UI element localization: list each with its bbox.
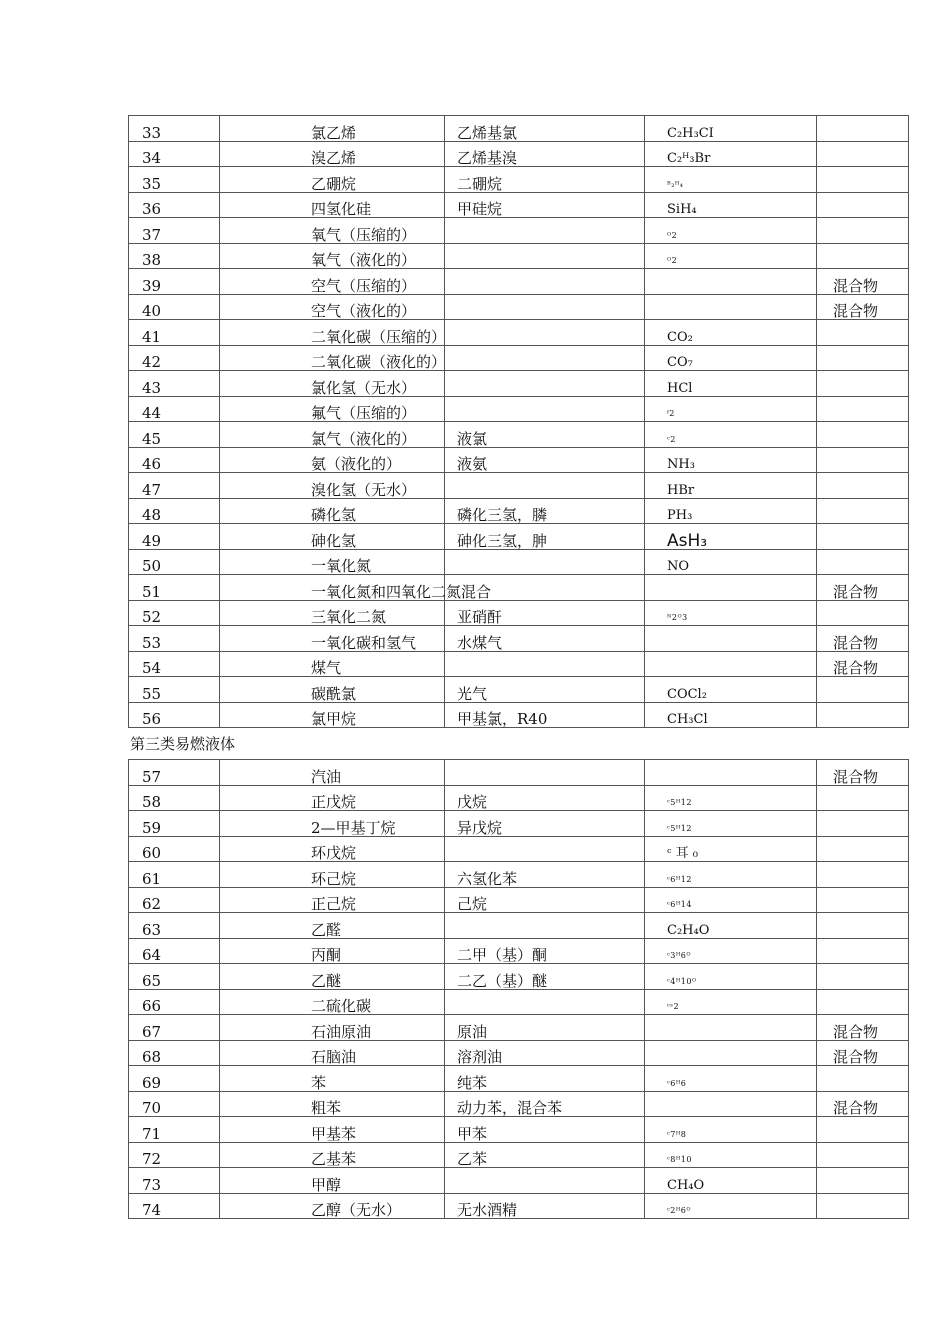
row-number: 72 [129,1142,220,1168]
table-row [129,218,909,244]
chemical-alias: 亚硝酐 [445,600,645,626]
chemical-formula: C₂ᴴ₃Br [645,141,817,167]
row-number: 65 [129,964,220,990]
table-row [129,989,909,1015]
chemical-formula: ᶜ6ᴴ6 [645,1066,817,1092]
chemical-formula: PH₃ [645,498,817,524]
remark: 混合物 [817,760,909,786]
chemical-name: 氧气（压缩的） [220,218,445,244]
chemical-name: 砷化氢 [220,524,445,550]
chemical-alias [445,760,645,786]
row-number: 33 [129,116,220,142]
row-number: 38 [129,243,220,269]
chemical-formula [645,626,817,652]
row-number: 52 [129,600,220,626]
gas-table [128,115,909,728]
table-row [129,447,909,473]
chemical-name: 溴化氢（无水） [220,473,445,499]
chemical-name: 碳酰氯 [220,677,445,703]
chemical-alias: 光气 [445,677,645,703]
table-row [129,320,909,346]
row-number: 43 [129,371,220,397]
chemical-alias: 乙烯基溴 [445,141,645,167]
chemical-name: 苯 [220,1066,445,1092]
remark [817,677,909,703]
remark [817,1142,909,1168]
chemical-formula: ᶜ5ᴴ12 [645,785,817,811]
table-row [129,524,909,550]
remark [817,785,909,811]
remark [817,422,909,448]
remark: 混合物 [817,294,909,320]
chemical-alias [445,549,645,575]
chemical-name: 乙基苯 [220,1142,445,1168]
chemical-formula [645,1040,817,1066]
remark [817,116,909,142]
remark [817,345,909,371]
table-row [129,1193,909,1219]
table-row [129,702,909,728]
row-number: 69 [129,1066,220,1092]
remark [817,600,909,626]
chemical-alias [445,294,645,320]
row-number: 46 [129,447,220,473]
chemical-name: 空气（液化的） [220,294,445,320]
remark [817,473,909,499]
row-number: 62 [129,887,220,913]
chemical-name: 石脑油 [220,1040,445,1066]
table-row [129,294,909,320]
remark [817,1193,909,1219]
chemical-name: 丙酮 [220,938,445,964]
table-row [129,1142,909,1168]
row-number: 47 [129,473,220,499]
remark [817,192,909,218]
table-row [129,473,909,499]
row-number: 74 [129,1193,220,1219]
remark [817,218,909,244]
chemical-name: 2—甲基丁烷 [220,811,445,837]
remark [817,938,909,964]
remark: 混合物 [817,1015,909,1041]
remark [817,1168,909,1194]
row-number: 57 [129,760,220,786]
table-row [129,141,909,167]
chemical-formula: ᶜ4ᴴ10ᴼ [645,964,817,990]
chemical-alias: 动力苯，混合苯 [445,1091,645,1117]
chemical-formula: ᶜ6ᴴ12 [645,862,817,888]
chemical-name: 氧气（液化的） [220,243,445,269]
chemical-alias: 原油 [445,1015,645,1041]
chemical-formula: HBr [645,473,817,499]
chemical-name: 氯气（液化的） [220,422,445,448]
row-number: 55 [129,677,220,703]
chemical-name: 环己烷 [220,862,445,888]
remark [817,887,909,913]
table-row [129,371,909,397]
table-row [129,575,909,601]
chemical-formula: HCl [645,371,817,397]
table-row [129,1015,909,1041]
chemical-name: 一氧化氮 [220,549,445,575]
chemical-name: 氯乙烯 [220,116,445,142]
chemical-formula [645,1015,817,1041]
row-number: 58 [129,785,220,811]
row-number: 59 [129,811,220,837]
chemical-formula: CH₃Cl [645,702,817,728]
table-row [129,964,909,990]
table-row [129,811,909,837]
remark: 混合物 [817,626,909,652]
chemical-alias: 甲基氯，R40 [445,702,645,728]
chemical-alias [445,989,645,1015]
row-number: 51 [129,575,220,601]
row-number: 42 [129,345,220,371]
table-row [129,422,909,448]
chemical-formula: SiH₄ [645,192,817,218]
chemical-alias: 己烷 [445,887,645,913]
chemical-name: 氯化氢（无水） [220,371,445,397]
chemical-name: 乙醚 [220,964,445,990]
remark [817,913,909,939]
chemical-alias: 纯苯 [445,1066,645,1092]
row-number: 68 [129,1040,220,1066]
table-row [129,677,909,703]
chemical-name: 石油原油 [220,1015,445,1041]
chemical-formula: ᶜ7ᴴ8 [645,1117,817,1143]
row-number: 60 [129,836,220,862]
row-number: 63 [129,913,220,939]
row-number: 61 [129,862,220,888]
chemical-alias: 水煤气 [445,626,645,652]
table-row [129,600,909,626]
chemical-formula: CO₇ [645,345,817,371]
chemical-alias [445,243,645,269]
chemical-formula: ᴺ2ᴼ3 [645,600,817,626]
remark [817,862,909,888]
table-row [129,116,909,142]
chemical-name: 乙醇（无水） [220,1193,445,1219]
chemical-name: 粗苯 [220,1091,445,1117]
chemical-formula: ᶜ6ᴴ14 [645,887,817,913]
chemical-formula: C₂H₃CI [645,116,817,142]
remark [817,1117,909,1143]
chemical-formula [645,1091,817,1117]
chemical-name: 二氧化碳（液化的） [220,345,445,371]
table-row [129,396,909,422]
remark [817,811,909,837]
chemical-alias [445,269,645,295]
chemical-alias [445,218,645,244]
chemical-name: 四氢化硅 [220,192,445,218]
flammable-liquid-table [128,759,909,1219]
row-number: 73 [129,1168,220,1194]
chemical-formula: ᴮ₂ᴴ₄ [645,167,817,193]
chemical-alias: 六氢化苯 [445,862,645,888]
chemical-name: 汽油 [220,760,445,786]
remark: 混合物 [817,1091,909,1117]
chemical-name: 磷化氢 [220,498,445,524]
table-row [129,243,909,269]
chemical-alias: 戊烷 [445,785,645,811]
remark [817,498,909,524]
chemical-name: 氨（液化的） [220,447,445,473]
row-number: 64 [129,938,220,964]
row-number: 70 [129,1091,220,1117]
remark: 混合物 [817,269,909,295]
chemical-formula: ᴼ2 [645,218,817,244]
chemical-alias: 二甲（基）酮 [445,938,645,964]
table-row [129,836,909,862]
chemical-formula: NO [645,549,817,575]
table-row [129,498,909,524]
row-number: 48 [129,498,220,524]
chemical-formula: ᶜ5ᴴ12 [645,811,817,837]
remark [817,836,909,862]
row-number: 66 [129,989,220,1015]
chemical-name: 二硫化碳 [220,989,445,1015]
chemical-alias: 乙烯基氯 [445,116,645,142]
chemical-alias [445,320,645,346]
chemical-name: 正己烷 [220,887,445,913]
chemical-name: 溴乙烯 [220,141,445,167]
remark [817,320,909,346]
chemical-formula: ᶜ2ᴴ6ᴼ [645,1193,817,1219]
table-row [129,938,909,964]
chemical-alias: 二硼烷 [445,167,645,193]
remark [817,371,909,397]
remark: 混合物 [817,575,909,601]
chemical-name: 甲基苯 [220,1117,445,1143]
remark: 混合物 [817,1040,909,1066]
chemical-formula: ᶜ3ᴴ6ᴼ [645,938,817,964]
table-row [129,167,909,193]
row-number: 49 [129,524,220,550]
chemical-alias: 溶剂油 [445,1040,645,1066]
table-row [129,1117,909,1143]
remark [817,396,909,422]
chemical-name: 二氧化碳（压缩的） [220,320,445,346]
chemical-alias [445,371,645,397]
table-row [129,626,909,652]
row-number: 40 [129,294,220,320]
table-row [129,887,909,913]
remark [817,549,909,575]
chemical-formula: C₂H₄O [645,913,817,939]
chemical-formula: ᶠ2 [645,396,817,422]
row-number: 35 [129,167,220,193]
row-number: 45 [129,422,220,448]
table-row [129,913,909,939]
chemical-formula: ᶜ2 [645,422,817,448]
chemical-formula: ᴼ2 [645,243,817,269]
table-row [129,1168,909,1194]
chemical-name: 一氧化碳和氢气 [220,626,445,652]
chemical-name: 煤气 [220,651,445,677]
table-row [129,862,909,888]
chemical-name: 一氧化氮和四氧化二氮混合 [220,575,445,601]
remark [817,964,909,990]
chemical-alias: 甲硅烷 [445,192,645,218]
row-number: 37 [129,218,220,244]
row-number: 34 [129,141,220,167]
row-number: 44 [129,396,220,422]
chemical-alias [445,396,645,422]
remark [817,243,909,269]
chemical-name: 正戊烷 [220,785,445,811]
table-row [129,549,909,575]
chemical-alias [445,836,645,862]
chemical-alias: 液氯 [445,422,645,448]
chemical-alias [445,913,645,939]
row-number: 36 [129,192,220,218]
table-row [129,269,909,295]
chemical-name: 环戊烷 [220,836,445,862]
table-row [129,785,909,811]
remark [817,141,909,167]
chemical-formula: ᶜ8ᴴ10 [645,1142,817,1168]
remark: 混合物 [817,651,909,677]
chemical-name: 氟气（压缩的） [220,396,445,422]
remark [817,989,909,1015]
remark [817,702,909,728]
table-row [129,651,909,677]
chemical-alias: 二乙（基）醚 [445,964,645,990]
row-number: 67 [129,1015,220,1041]
table-row [129,1040,909,1066]
chemical-alias: 液氨 [445,447,645,473]
chemical-name: 乙醛 [220,913,445,939]
chemical-formula [645,269,817,295]
chemical-alias: 砷化三氢，胂 [445,524,645,550]
section-title: 第三类易燃液体 [130,735,236,753]
table-row [129,345,909,371]
chemical-formula: AsH₃ [645,524,817,550]
chemical-formula [645,760,817,786]
row-number: 53 [129,626,220,652]
chemical-alias: 异戊烷 [445,811,645,837]
chemical-alias [445,345,645,371]
chemical-name: 乙硼烷 [220,167,445,193]
chemical-formula: ᶜ 耳 ₀ [645,836,817,862]
chemical-formula [645,651,817,677]
chemical-name: 氯甲烷 [220,702,445,728]
chemical-formula: COCl₂ [645,677,817,703]
chemical-name: 三氧化二氮 [220,600,445,626]
chemical-alias: 乙苯 [445,1142,645,1168]
row-number: 54 [129,651,220,677]
table-row [129,192,909,218]
remark [817,447,909,473]
remark [817,167,909,193]
table-row [129,1091,909,1117]
chemical-alias [445,1168,645,1194]
chemical-alias: 甲苯 [445,1117,645,1143]
chemical-alias [445,651,645,677]
row-number: 50 [129,549,220,575]
row-number: 71 [129,1117,220,1143]
table-row [129,1066,909,1092]
chemical-formula: NH₃ [645,447,817,473]
chemical-alias [445,473,645,499]
chemical-name: 甲醇 [220,1168,445,1194]
chemical-formula: ᶜˢ2 [645,989,817,1015]
remark [817,1066,909,1092]
chemical-formula [645,575,817,601]
chemical-alias: 无水酒精 [445,1193,645,1219]
table-row [129,760,909,786]
chemical-formula: CH₄O [645,1168,817,1194]
row-number: 56 [129,702,220,728]
chemical-name: 空气（压缩的） [220,269,445,295]
chemical-alias: 磷化三氢，膦 [445,498,645,524]
chemical-formula: CO₂ [645,320,817,346]
remark [817,524,909,550]
chemical-formula [645,294,817,320]
row-number: 41 [129,320,220,346]
row-number: 39 [129,269,220,295]
